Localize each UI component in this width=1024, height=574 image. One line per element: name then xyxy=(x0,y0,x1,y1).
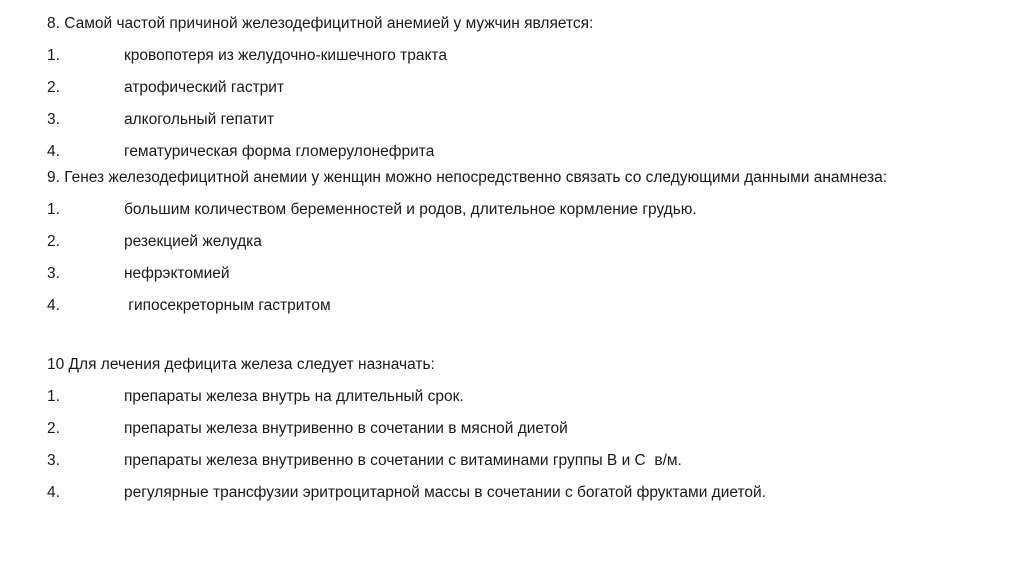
option-text: гематурическая форма гломерулонефрита xyxy=(124,143,435,160)
answer-option xyxy=(47,419,947,438)
option-number: 1. xyxy=(47,47,60,64)
answer-option xyxy=(47,78,947,97)
answer-option xyxy=(47,232,947,251)
spacer xyxy=(47,315,947,355)
option-number: 3. xyxy=(47,111,60,128)
option-text: препараты железа внутривенно в сочетании в мясной диетой xyxy=(124,420,568,437)
question-title: 8. Самой частой причиной железодефицитной анемией у мужчин является: xyxy=(47,15,594,32)
answer-option xyxy=(47,46,947,65)
question-9 xyxy=(47,169,947,315)
slide-content xyxy=(47,14,947,502)
answer-option xyxy=(47,264,947,283)
answer-option xyxy=(47,296,947,315)
option-text: регулярные трансфузии эритроцитарной массы в сочетании с богатой фруктами диетой. xyxy=(124,484,766,501)
option-text: нефрэктомией xyxy=(124,265,230,282)
question-8 xyxy=(47,14,947,161)
answer-option xyxy=(47,387,947,406)
option-text: алкогольный гепатит xyxy=(124,111,275,128)
option-text: препараты железа внутривенно в сочетании с витаминами группы В и С в/м. xyxy=(124,452,682,469)
option-text: атрофический гастрит xyxy=(124,79,285,96)
question-title: 10 Для лечения дефицита железа следует назначать: xyxy=(47,356,435,373)
option-number: 1. xyxy=(47,201,60,218)
option-number: 3. xyxy=(47,452,60,469)
option-text: препараты железа внутрь на длительный срок. xyxy=(124,388,464,405)
answer-option xyxy=(47,483,947,502)
option-number: 4. xyxy=(47,297,60,314)
option-number: 2. xyxy=(47,79,60,96)
option-number: 4. xyxy=(47,484,60,501)
option-number: 2. xyxy=(47,420,60,437)
answer-option xyxy=(47,110,947,129)
option-text: кровопотеря из желудочно-кишечного тракта xyxy=(124,47,447,64)
answer-option xyxy=(47,142,947,161)
answer-option xyxy=(47,200,947,219)
answer-option xyxy=(47,451,947,470)
option-number: 3. xyxy=(47,265,60,282)
option-text: резекцией желудка xyxy=(124,233,262,250)
option-number: 2. xyxy=(47,233,60,250)
option-text: большим количеством беременностей и родов, длительное кормление грудью. xyxy=(124,201,697,218)
question-title: 9. Генез железодефицитной анемии у женщин можно непосредственно связать со следующими данными анамнеза: xyxy=(47,169,888,186)
option-number: 1. xyxy=(47,388,60,405)
option-number: 4. xyxy=(47,143,60,160)
question-10 xyxy=(47,355,947,502)
option-text: гипосекреторным гастритом xyxy=(124,297,331,314)
